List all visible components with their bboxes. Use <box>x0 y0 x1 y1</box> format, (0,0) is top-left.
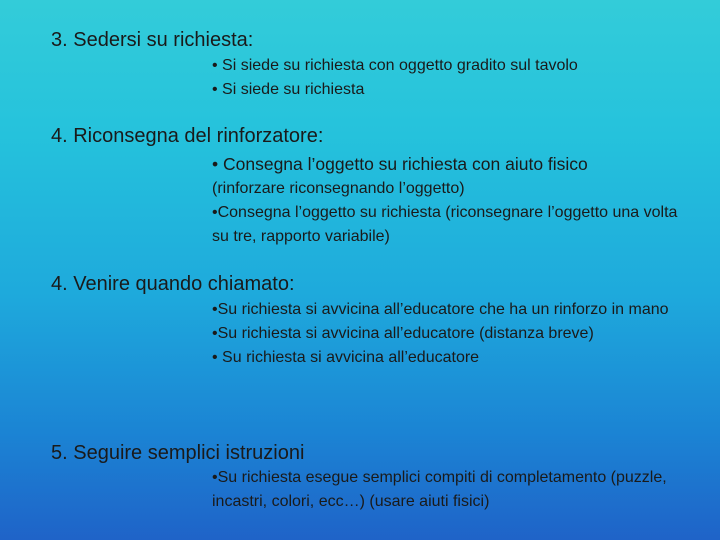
bullet-item: •Su richiesta esegue semplici compiti di completamento (puzzle, incastri, colori, ecc…) (usare aiuti fisici) <box>212 469 667 510</box>
bullet-item: •Su richiesta si avvicina all’educatore che ha un rinforzo in mano <box>212 301 669 318</box>
bullet-list-istruzioni <box>212 466 692 514</box>
bullet-item: • Su richiesta si avvicina all’educatore <box>212 349 480 366</box>
bullet-list-sedersi <box>212 54 692 102</box>
bullet-item: • Consegna l’oggetto su richiesta con aiuto fisico <box>212 154 588 174</box>
section-heading-istruzioni: 5. Seguire semplici istruzioni <box>51 442 305 464</box>
section-heading-sedersi: 3. Sedersi su richiesta: <box>51 29 254 51</box>
bullet-item: •Consegna l’oggetto su richiesta (riconsegnare l’oggetto una volta su tre, rapporto variabile) <box>212 204 678 245</box>
bullet-item: •Su richiesta si avvicina all’educatore (distanza breve) <box>212 325 594 342</box>
bullet-list-venire <box>212 298 692 370</box>
section-heading-venire: 4. Venire quando chiamato: <box>51 273 295 295</box>
section-heading-riconsegna: 4. Riconsegna del rinforzatore: <box>51 125 324 147</box>
bullet-item: • Si siede su richiesta <box>212 81 365 98</box>
bullet-item: (rinforzare riconsegnando l’oggetto) <box>212 180 465 197</box>
bullet-list-riconsegna <box>212 151 692 249</box>
bullet-item: • Si siede su richiesta con oggetto gradito sul tavolo <box>212 57 578 74</box>
